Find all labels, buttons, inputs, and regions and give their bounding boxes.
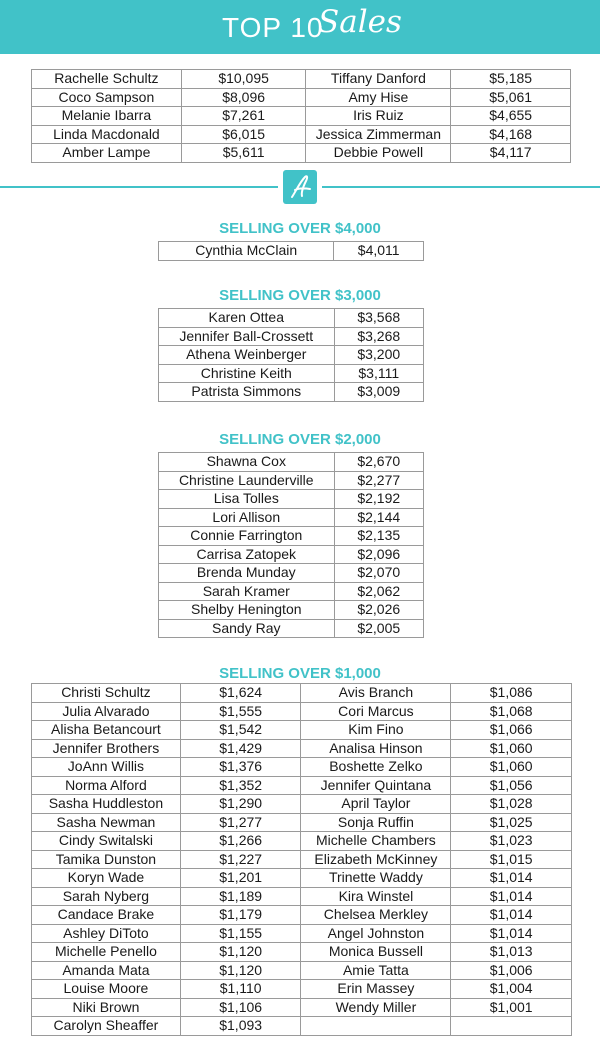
table-row — [32, 813, 572, 832]
sales-amount: $1,068 — [451, 702, 572, 721]
table-row — [32, 739, 572, 758]
seller-name: Louise Moore — [32, 980, 181, 999]
sales-amount: $2,192 — [334, 490, 423, 509]
over-1000-table — [31, 683, 572, 1036]
table-row — [32, 776, 572, 795]
seller-name: Erin Massey — [301, 980, 451, 999]
sales-amount: $1,014 — [451, 869, 572, 888]
seller-name: Sasha Huddleston — [32, 795, 181, 814]
sales-amount: $2,005 — [334, 619, 423, 638]
table-row — [159, 453, 424, 472]
sales-amount: $1,015 — [451, 850, 572, 869]
sales-amount: $8,096 — [181, 88, 306, 107]
seller-name: Debbie Powell — [306, 144, 451, 163]
seller-name: Tiffany Danford — [306, 70, 451, 89]
seller-name: Norma Alford — [32, 776, 181, 795]
seller-name: Wendy Miller — [301, 998, 451, 1017]
table-row — [32, 88, 571, 107]
sales-amount: $1,352 — [180, 776, 301, 795]
table-row — [159, 545, 424, 564]
seller-name: Monica Bussell — [301, 943, 451, 962]
seller-name: Carolyn Sheaffer — [32, 1017, 181, 1036]
sales-amount: $1,120 — [180, 961, 301, 980]
sales-amount: $1,056 — [451, 776, 572, 795]
sales-amount: $2,096 — [334, 545, 423, 564]
table-row — [159, 601, 424, 620]
divider-line-left — [0, 186, 278, 188]
sales-amount: $6,015 — [181, 125, 306, 144]
seller-name: Amanda Mata — [32, 961, 181, 980]
sales-amount: $1,004 — [451, 980, 572, 999]
seller-name: Sonja Ruffin — [301, 813, 451, 832]
seller-name: Niki Brown — [32, 998, 181, 1017]
sales-amount: $3,200 — [334, 346, 423, 365]
sales-amount: $1,093 — [180, 1017, 301, 1036]
sales-amount: $1,001 — [451, 998, 572, 1017]
seller-name: Linda Macdonald — [32, 125, 182, 144]
seller-name: Jennifer Ball-Crossett — [159, 327, 335, 346]
seller-name: Chelsea Merkley — [301, 906, 451, 925]
sales-amount: $4,655 — [451, 107, 571, 126]
script-a-logo-icon — [283, 170, 317, 204]
sales-amount: $1,066 — [451, 721, 572, 740]
sales-amount: $1,014 — [451, 887, 572, 906]
table-row — [32, 795, 572, 814]
seller-name: Athena Weinberger — [159, 346, 335, 365]
sales-amount: $4,011 — [334, 242, 424, 261]
sales-amount: $1,189 — [180, 887, 301, 906]
table-row — [159, 242, 424, 261]
sales-amount: $1,227 — [180, 850, 301, 869]
sales-amount: $7,261 — [181, 107, 306, 126]
sales-amount: $5,185 — [451, 70, 571, 89]
table-row — [32, 832, 572, 851]
seller-name: Jennifer Quintana — [301, 776, 451, 795]
seller-name: Sandy Ray — [159, 619, 335, 638]
seller-name: Amber Lampe — [32, 144, 182, 163]
section-title-over-3000: SELLING OVER $3,000 — [219, 287, 381, 304]
seller-name: Cori Marcus — [301, 702, 451, 721]
seller-name: Ashley DiToto — [32, 924, 181, 943]
sales-amount: $4,168 — [451, 125, 571, 144]
seller-name: Analisa Hinson — [301, 739, 451, 758]
seller-name: Shawna Cox — [159, 453, 335, 472]
over-3000-table — [158, 308, 424, 402]
seller-name: Kim Fino — [301, 721, 451, 740]
seller-name: Michelle Penello — [32, 943, 181, 962]
sales-amount: $2,135 — [334, 527, 423, 546]
sales-amount: $1,023 — [451, 832, 572, 851]
sales-amount: $1,106 — [180, 998, 301, 1017]
sales-amount: $4,117 — [451, 144, 571, 163]
table-row — [32, 1017, 572, 1036]
sales-amount: $1,060 — [451, 758, 572, 777]
table-row — [159, 364, 424, 383]
seller-name: Elizabeth McKinney — [301, 850, 451, 869]
seller-name: Sasha Newman — [32, 813, 181, 832]
table-row — [32, 943, 572, 962]
seller-name: Kira Winstel — [301, 887, 451, 906]
sales-amount: $5,061 — [451, 88, 571, 107]
table-row — [32, 70, 571, 89]
header-banner — [0, 0, 600, 54]
table-row — [159, 564, 424, 583]
table-row — [32, 702, 572, 721]
seller-name: Melanie Ibarra — [32, 107, 182, 126]
sales-amount: $1,542 — [180, 721, 301, 740]
sales-amount: $2,026 — [334, 601, 423, 620]
seller-name: Coco Sampson — [32, 88, 182, 107]
seller-name: Cindy Switalski — [32, 832, 181, 851]
seller-name: Christine Keith — [159, 364, 335, 383]
table-row — [159, 619, 424, 638]
sales-amount: $1,277 — [180, 813, 301, 832]
seller-name: Shelby Henington — [159, 601, 335, 620]
section-title-over-2000: SELLING OVER $2,000 — [219, 431, 381, 448]
table-row — [159, 471, 424, 490]
sales-amount: $2,670 — [334, 453, 423, 472]
sales-amount: $1,110 — [180, 980, 301, 999]
seller-name: Karen Ottea — [159, 309, 335, 328]
table-row — [32, 107, 571, 126]
table-row — [159, 508, 424, 527]
table-row — [159, 327, 424, 346]
table-row — [159, 527, 424, 546]
table-row — [159, 309, 424, 328]
seller-name: Christi Schultz — [32, 684, 181, 703]
sales-amount: $1,266 — [180, 832, 301, 851]
sales-amount: $1,201 — [180, 869, 301, 888]
table-row — [159, 346, 424, 365]
table-row — [32, 980, 572, 999]
seller-name: Tamika Dunston — [32, 850, 181, 869]
table-row — [32, 721, 572, 740]
sales-amount: $1,013 — [451, 943, 572, 962]
seller-name: Jessica Zimmerman — [306, 125, 451, 144]
sales-amount: $1,429 — [180, 739, 301, 758]
sales-amount: $1,555 — [180, 702, 301, 721]
over-2000-table — [158, 452, 424, 638]
sales-amount: $1,290 — [180, 795, 301, 814]
sales-amount: $1,376 — [180, 758, 301, 777]
seller-name: Avis Branch — [301, 684, 451, 703]
table-row — [32, 684, 572, 703]
table-row — [32, 887, 572, 906]
sales-amount: $2,062 — [334, 582, 423, 601]
table-row — [32, 961, 572, 980]
table-row — [159, 490, 424, 509]
sales-amount: $2,070 — [334, 564, 423, 583]
table-row — [159, 383, 424, 402]
table-row — [32, 125, 571, 144]
seller-name: Sarah Kramer — [159, 582, 335, 601]
table-row — [32, 850, 572, 869]
sales-amount — [451, 1017, 572, 1036]
sales-amount: $1,120 — [180, 943, 301, 962]
seller-name: Connie Farrington — [159, 527, 335, 546]
sales-amount: $1,060 — [451, 739, 572, 758]
seller-name: Iris Ruiz — [306, 107, 451, 126]
seller-name: Boshette Zelko — [301, 758, 451, 777]
seller-name: Candace Brake — [32, 906, 181, 925]
sales-amount: $3,268 — [334, 327, 423, 346]
sales-amount: $1,014 — [451, 906, 572, 925]
seller-name: Sarah Nyberg — [32, 887, 181, 906]
seller-name: Amy Hise — [306, 88, 451, 107]
sales-amount: $3,009 — [334, 383, 423, 402]
table-row — [32, 758, 572, 777]
sales-amount: $3,568 — [334, 309, 423, 328]
seller-name: Michelle Chambers — [301, 832, 451, 851]
seller-name: Trinette Waddy — [301, 869, 451, 888]
sales-amount: $1,086 — [451, 684, 572, 703]
table-row — [159, 582, 424, 601]
section-title-over-1000: SELLING OVER $1,000 — [219, 665, 381, 682]
seller-name: Lisa Tolles — [159, 490, 335, 509]
seller-name: April Taylor — [301, 795, 451, 814]
seller-name: Christine Launderville — [159, 471, 335, 490]
sales-amount: $1,179 — [180, 906, 301, 925]
seller-name — [301, 1017, 451, 1036]
sales-amount: $2,144 — [334, 508, 423, 527]
sales-amount: $1,624 — [180, 684, 301, 703]
seller-name: Koryn Wade — [32, 869, 181, 888]
table-row — [32, 924, 572, 943]
sales-amount: $1,155 — [180, 924, 301, 943]
seller-name: Lori Allison — [159, 508, 335, 527]
top10-table — [31, 69, 571, 163]
seller-name: Julia Alvarado — [32, 702, 181, 721]
sales-amount: $5,611 — [181, 144, 306, 163]
table-row — [32, 144, 571, 163]
table-row — [32, 998, 572, 1017]
header-title: TOP 10 — [222, 12, 324, 43]
over-4000-table — [158, 241, 424, 261]
table-row — [32, 869, 572, 888]
header-title-script: Sales — [318, 4, 402, 40]
sales-amount: $1,006 — [451, 961, 572, 980]
sales-amount: $3,111 — [334, 364, 423, 383]
seller-name: Cynthia McClain — [159, 242, 334, 261]
seller-name: Carrisa Zatopek — [159, 545, 335, 564]
seller-name: Rachelle Schultz — [32, 70, 182, 89]
sales-amount: $2,277 — [334, 471, 423, 490]
seller-name: Brenda Munday — [159, 564, 335, 583]
seller-name: JoAnn Willis — [32, 758, 181, 777]
seller-name: Jennifer Brothers — [32, 739, 181, 758]
divider-line-right — [322, 186, 600, 188]
section-title-over-4000: SELLING OVER $4,000 — [219, 220, 381, 237]
table-row — [32, 906, 572, 925]
seller-name: Alisha Betancourt — [32, 721, 181, 740]
sales-amount: $10,095 — [181, 70, 306, 89]
seller-name: Angel Johnston — [301, 924, 451, 943]
sales-amount: $1,028 — [451, 795, 572, 814]
seller-name: Patrista Simmons — [159, 383, 335, 402]
sales-amount: $1,025 — [451, 813, 572, 832]
seller-name: Amie Tatta — [301, 961, 451, 980]
sales-amount: $1,014 — [451, 924, 572, 943]
